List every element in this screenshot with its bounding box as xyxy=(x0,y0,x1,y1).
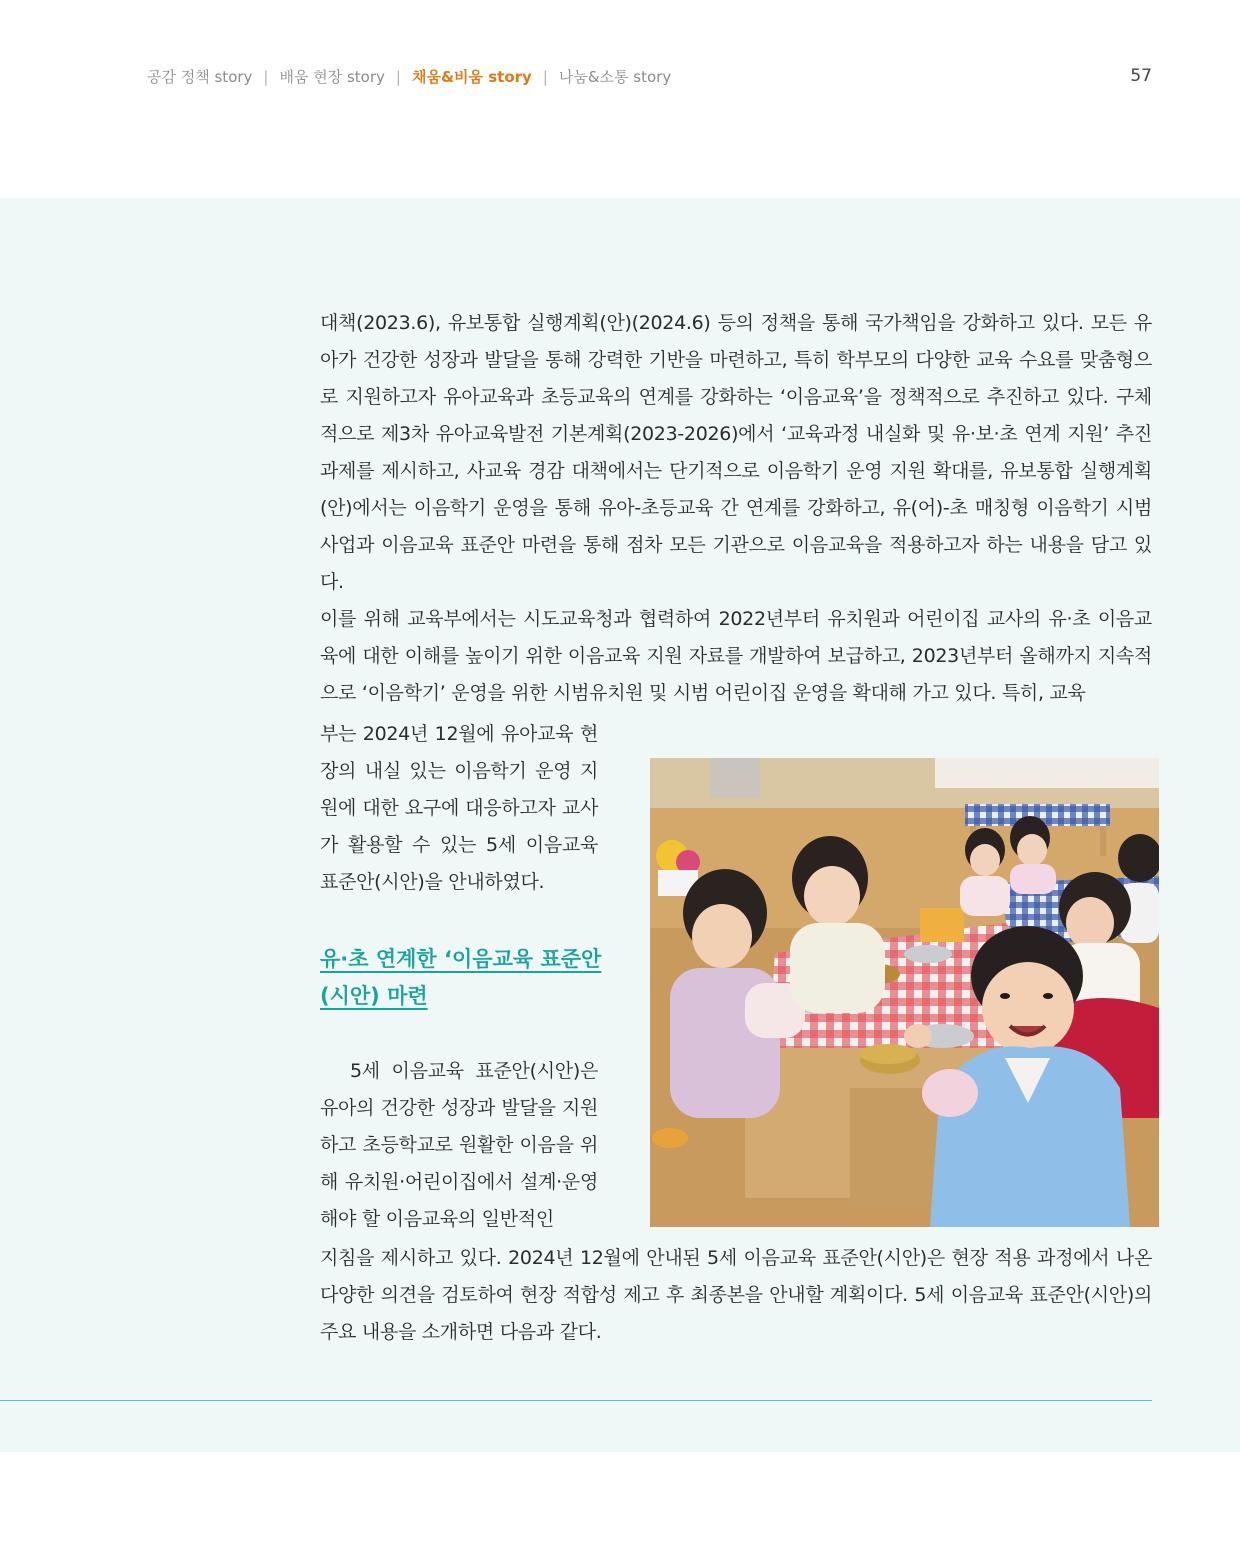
nav-separator: | xyxy=(395,67,401,86)
page-number: 57 xyxy=(1130,66,1152,86)
nav-item-fill-empty[interactable]: 채움&비움 story xyxy=(411,68,532,86)
nav-item-policy[interactable]: 공감 정책 story xyxy=(147,68,253,86)
nav-item-learning[interactable]: 배움 현장 story xyxy=(279,68,385,86)
children-eating-photo-illustration xyxy=(650,758,1159,1227)
section-subheading xyxy=(320,941,620,1015)
bottom-divider-line xyxy=(0,1400,1152,1401)
body-paragraph-2: 이를 위해 교육부에서는 시도교육청과 협력하여 2022년부터 유치원과 어린이집 교사의 유·초 이음교육에 대한 이해를 높이기 위한 이음교육 지원 자료를 개발하여 보급하고, 2023년부터 올해까지 지속적으로 ‘이음학기’ 운영을 위한 시범유치원 및 시범 어린이집 운영을 확대해 가고 있다. 특히, 교육 xyxy=(320,608,1152,704)
subheading-line-1: 유·초 연계한 ‘이음교육 표준안 xyxy=(320,947,602,971)
body-paragraph-1: 대책(2023.6), 유보통합 실행계획(안)(2024.6) 등의 정책을 통해 국가책임을 강화하고 있다. 모든 유아가 건강한 성장과 발달을 통해 강력한 기반을 마련하고, 특히 학부모의 다양한 교육 수요를 맞춤형으로 지원하고자 유아교육과 초등교육의 연계를 강화하는 ‘이음교육’을 정책적으로 추진하고 있다. 구체적으로 제3차 유아교육발전 기본계획(2023-2026)에서 ‘교육과정 내실화 및 유·보·초 연계 지원’ 추진 과제를 제시하고, 사교육 경감 대책에서는 단기적으로 이음학기 운영 지원 확대를, 유보통합 실행계획(안)에서는 이음학기 운영을 통해 유아-초등교육 간 연계를 강화하고, 유(어)-초 매칭형 이음학기 시범사업과 이음교육 표준안 마련을 통해 점차 모든 기관으로 이음교육을 적용하고자 하는 내용을 담고 있다. xyxy=(320,312,1152,593)
section-nav xyxy=(147,66,1152,87)
classroom-photo xyxy=(650,758,1159,1227)
nav-separator: | xyxy=(542,67,548,86)
nav-separator: | xyxy=(263,67,269,86)
subheading-line-2: (시안) 마련 xyxy=(320,984,428,1008)
body-paragraph-4: 5세 이음교육 표준안(시안)은 유아의 건강한 성장과 발달을 지원하고 초등학교로 원활한 이음을 위해 유치원·어린이집에서 설계·운영해야 할 이음교육의 일반적인 xyxy=(320,1060,598,1230)
body-paragraph-5: 지침을 제시하고 있다. 2024년 12월에 안내된 5세 이음교육 표준안(시안)은 현장 적용 과정에서 나온 다양한 의견을 검토하여 현장 적합성 제고 후 최종본을 안내할 계획이다. 5세 이음교육 표준안(시안)의 주요 내용을 소개하면 다음과 같다. xyxy=(320,1247,1152,1343)
body-paragraph-3: 부는 2024년 12월에 유아교육 현장의 내실 있는 이음학기 운영 지원에 대한 요구에 대응하고자 교사가 활용할 수 있는 5세 이음교육 표준안(시안)을 안내하였다. xyxy=(320,723,598,893)
nav-item-share[interactable]: 나눔&소통 story xyxy=(558,68,672,86)
page-header xyxy=(147,66,1152,92)
